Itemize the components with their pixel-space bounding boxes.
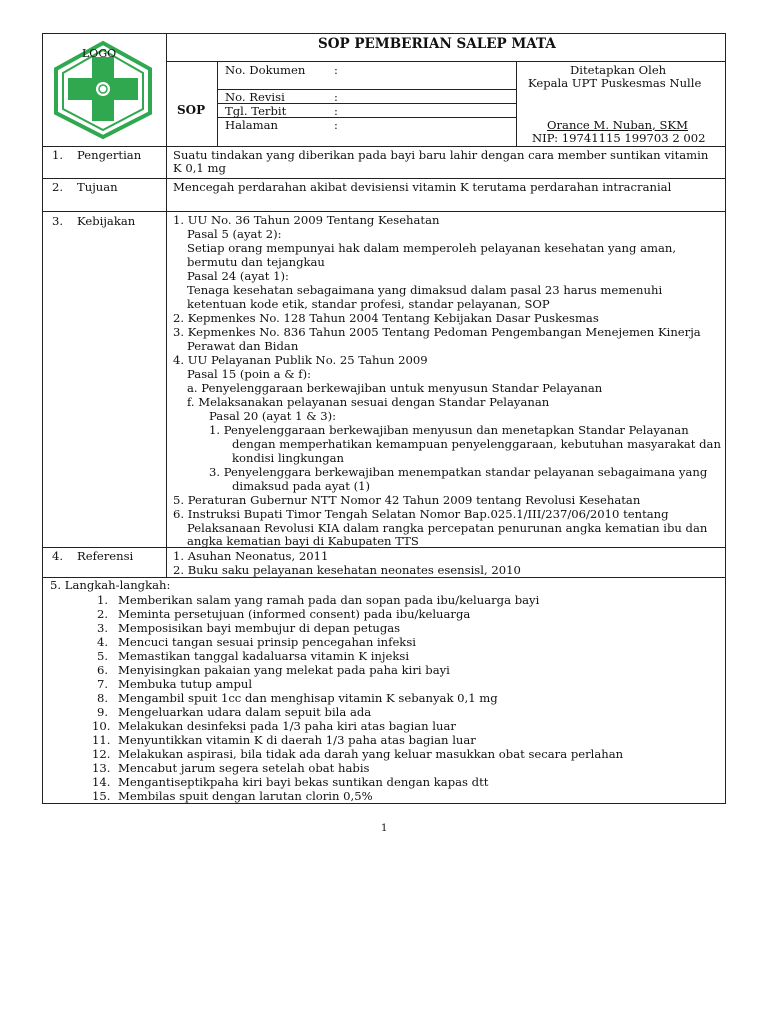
referensi-item: 1. Asuhan Neonatus, 2011 bbox=[173, 549, 329, 563]
step-number: 5. bbox=[97, 649, 109, 663]
document-title: SOP PEMBERIAN SALEP MATA bbox=[318, 36, 556, 52]
kebijakan-line: 3. Kepmenkes No. 836 Tahun 2005 Tentang Pedoman Pengembangan Menejemen Kinerja bbox=[173, 325, 701, 339]
field-colon: : bbox=[334, 63, 338, 77]
step-text: Menyuntikkan vitamin K di daerah 1/3 paha atas bagian luar bbox=[118, 733, 476, 747]
field-label-no-revisi: No. Revisi bbox=[225, 90, 285, 104]
section-label-referensi: Referensi bbox=[77, 549, 134, 563]
header-divider-logo bbox=[166, 33, 167, 146]
section-label-kebijakan: Kebijakan bbox=[77, 214, 136, 228]
kebijakan-line: f. Melaksanakan pelayanan sesuai dengan Standar Pelayanan bbox=[187, 395, 550, 409]
step-number: 2. bbox=[97, 607, 109, 621]
kebijakan-line: 6. Instruksi Bupati Timor Tengah Selatan Nomor Bap.025.1/III/237/06/2010 tentang bbox=[173, 507, 669, 521]
field-colon: : bbox=[334, 118, 338, 132]
step-number: 13. bbox=[92, 761, 111, 775]
step-text: Memposisikan bayi membujur di depan petugas bbox=[118, 621, 401, 635]
kebijakan-line: Pasal 5 (ayat 2): bbox=[187, 227, 282, 241]
step-text: Mengambil spuit 1cc dan menghisap vitamin K sebanyak 0,1 mg bbox=[118, 691, 498, 705]
kebijakan-line: dimaksud pada ayat (1) bbox=[232, 479, 371, 493]
step-text: Mencuci tangan sesuai prinsip pencegahan infeksi bbox=[118, 635, 416, 649]
kebijakan-line: Pasal 15 (poin a & f): bbox=[187, 367, 311, 381]
approval-title: Ditetapkan Oleh bbox=[570, 63, 667, 77]
section-heading-langkah: 5. Langkah-langkah: bbox=[50, 578, 171, 592]
step-text: Meminta persetujuan (informed consent) pada ibu/keluarga bbox=[118, 607, 471, 621]
step-number: 11. bbox=[92, 733, 111, 747]
kebijakan-line: angka kematian bayi di Kabupaten TTS bbox=[187, 534, 419, 548]
kebijakan-line: bermutu dan tejangkau bbox=[187, 255, 325, 269]
table-border-top bbox=[42, 33, 726, 34]
step-number: 9. bbox=[97, 705, 109, 719]
row-line-pengertian bbox=[42, 178, 726, 179]
section-number: 3. bbox=[52, 214, 64, 228]
step-text: Melakukan aspirasi, bila tidak ada darah yang keluar masukkan obat secara perlahan bbox=[118, 747, 624, 761]
step-number: 1. bbox=[97, 593, 109, 607]
pengertian-text: K 0,1 mg bbox=[173, 161, 226, 175]
field-colon: : bbox=[334, 104, 338, 118]
field-label-tgl-terbit: Tgl. Terbit bbox=[225, 104, 287, 118]
section-number: 4. bbox=[52, 549, 64, 563]
approval-position: Kepala UPT Puskesmas Nulle bbox=[528, 76, 702, 90]
header-divider-approval bbox=[516, 61, 517, 146]
approval-name: Orance M. Nuban, SKM bbox=[547, 118, 688, 132]
step-text: Menyisingkan pakaian yang melekat pada paha kiri bayi bbox=[118, 663, 450, 677]
kebijakan-line: Tenaga kesehatan sebagaimana yang dimaksud dalam pasal 23 harus memenuhi bbox=[187, 283, 663, 297]
step-text: Membilas spuit dengan larutan clorin 0,5% bbox=[118, 789, 373, 803]
step-number: 12. bbox=[92, 747, 111, 761]
logo-text: LOGO bbox=[82, 47, 117, 60]
field-colon: : bbox=[334, 90, 338, 104]
kebijakan-line: 1. Penyelenggaraan berkewajiban menyusun dan menetapkan Standar Pelayanan bbox=[209, 423, 689, 437]
step-number: 3. bbox=[97, 621, 109, 635]
referensi-item: 2. Buku saku pelayanan kesehatan neonates esensisl, 2010 bbox=[173, 563, 521, 577]
step-number: 8. bbox=[97, 691, 109, 705]
kebijakan-line: 5. Peraturan Gubernur NTT Nomor 42 Tahun 2009 tentang Revolusi Kesehatan bbox=[173, 493, 641, 507]
section-label-tujuan: Tujuan bbox=[77, 180, 118, 194]
page-number: 1 bbox=[381, 823, 388, 834]
section-label-pengertian: Pengertian bbox=[77, 148, 142, 162]
step-number: 14. bbox=[92, 775, 111, 789]
header-divider-title bbox=[166, 61, 726, 62]
kebijakan-line: kondisi lingkungan bbox=[232, 451, 345, 465]
label-column-divider bbox=[166, 146, 167, 577]
section-number: 2. bbox=[52, 180, 64, 194]
field-label-no-dokumen: No. Dokumen bbox=[225, 63, 306, 77]
step-number: 15. bbox=[92, 789, 111, 803]
sop-label: SOP bbox=[177, 103, 206, 117]
kebijakan-line: Setiap orang mempunyai hak dalam memperoleh pelayanan kesehatan yang aman, bbox=[187, 241, 677, 255]
step-text: Memastikan tanggal kadaluarsa vitamin K injeksi bbox=[118, 649, 410, 663]
section-number: 1. bbox=[52, 148, 64, 162]
kebijakan-line: Pasal 24 (ayat 1): bbox=[187, 269, 289, 283]
step-text: Mencabut jarum segera setelah obat habis bbox=[118, 761, 370, 775]
table-border-right bbox=[725, 33, 726, 804]
step-number: 4. bbox=[97, 635, 109, 649]
table-border-left bbox=[42, 33, 43, 804]
step-text: Melakukan desinfeksi pada 1/3 paha kiri atas bagian luar bbox=[118, 719, 456, 733]
step-text: Membuka tutup ampul bbox=[118, 677, 253, 691]
kebijakan-line: 4. UU Pelayanan Publik No. 25 Tahun 2009 bbox=[173, 353, 428, 367]
kebijakan-line: ketentuan kode etik, standar profesi, standar pelayanan, SOP bbox=[187, 297, 550, 311]
kebijakan-line: 2. Kepmenkes No. 128 Tahun 2004 Tentang Kebijakan Dasar Puskesmas bbox=[173, 311, 599, 325]
table-border-bottom bbox=[42, 803, 726, 804]
logo bbox=[50, 37, 156, 141]
step-text: Mengantiseptikpaha kiri bayi bekas suntikan dengan kapas dtt bbox=[118, 775, 489, 789]
pengertian-text: Suatu tindakan yang diberikan pada bayi baru lahir dengan cara member suntikan vitamin bbox=[173, 148, 709, 162]
kebijakan-line: 1. UU No. 36 Tahun 2009 Tentang Kesehatan bbox=[173, 213, 440, 227]
step-text: Memberikan salam yang ramah pada dan sopan pada ibu/keluarga bayi bbox=[118, 593, 540, 607]
row-line-header bbox=[42, 146, 726, 147]
kebijakan-line: a. Penyelenggaraan berkewajiban untuk menyusun Standar Pelayanan bbox=[187, 381, 603, 395]
step-number: 10. bbox=[92, 719, 111, 733]
step-number: 6. bbox=[97, 663, 109, 677]
tujuan-text: Mencegah perdarahan akibat devisiensi vitamin K terutama perdarahan intracranial bbox=[173, 180, 672, 194]
kebijakan-line: 3. Penyelenggara berkewajiban menempatkan standar pelayanan sebagaimana yang bbox=[209, 465, 708, 479]
kebijakan-line: Perawat dan Bidan bbox=[187, 339, 299, 353]
field-label-halaman: Halaman bbox=[225, 118, 279, 132]
row-line-tujuan bbox=[42, 211, 726, 212]
approval-nip: NIP: 19741115 199703 2 002 bbox=[532, 131, 706, 145]
kebijakan-line: Pelaksanaan Revolusi KIA dalam rangka percepatan penurunan angka kematian ibu dan bbox=[187, 521, 708, 535]
kebijakan-line: dengan memperhatikan kemampuan penyelenggaraan, kebutuhan masyarakat dan bbox=[232, 437, 721, 451]
kebijakan-line: Pasal 20 (ayat 1 & 3): bbox=[209, 409, 336, 423]
step-text: Mengeluarkan udara dalam sepuit bila ada bbox=[118, 705, 372, 719]
step-number: 7. bbox=[97, 677, 109, 691]
